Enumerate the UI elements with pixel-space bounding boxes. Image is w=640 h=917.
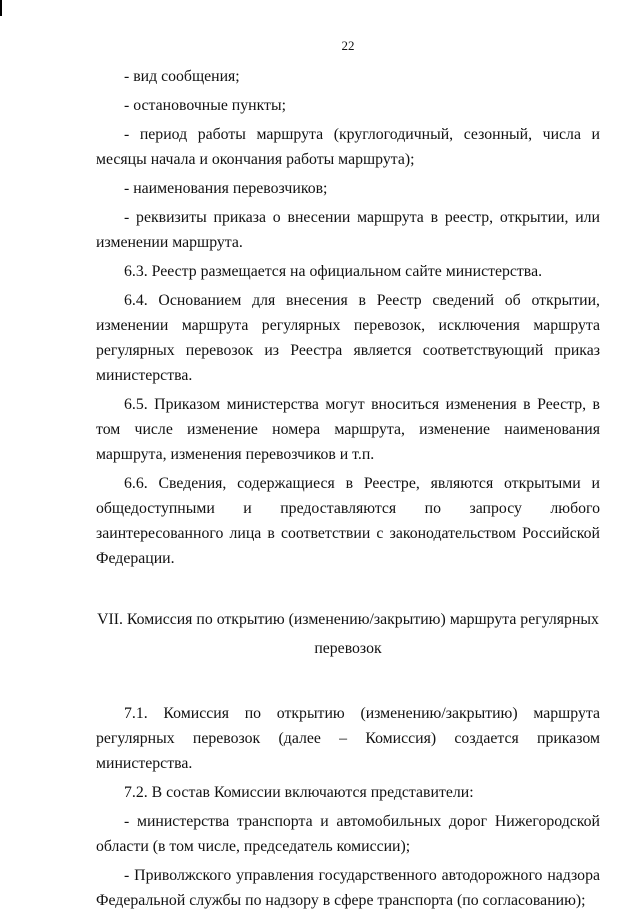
- scan-edge-mark: [0, 0, 2, 16]
- section-heading-line-2: перевозок: [314, 640, 382, 657]
- paragraph-6-6: 6.6. Сведения, содержащиеся в Реестре, являются открытыми и общедоступными и предоставляются по запросу любого заинтересованного лица в соответствии с законодательством Российской Федерации.: [96, 475, 600, 567]
- paragraph-order-details: - реквизиты приказа о внесении маршрута в реестр, открытии, или изменении маршрута.: [96, 209, 600, 251]
- section-heading-line-1: VII. Комиссия по открытию (изменению/закрытию) маршрута регулярных: [97, 611, 599, 628]
- document-body: [96, 64, 600, 917]
- paragraph-6-4: 6.4. Основанием для внесения в Реестр сведений об открытии, изменении маршрута регулярных перевозок, исключения маршрута регулярных перевозок из Реестра является соответствующий приказ министерства.: [96, 292, 600, 384]
- paragraph-ministry-member: - министерства транспорта и автомобильных дорог Нижегородской области (в том числе, председатель комиссии);: [96, 813, 600, 855]
- paragraph-7-1: 7.1. Комиссия по открытию (изменению/закрытию) маршрута регулярных перевозок (далее – Комиссия) создается приказом министерства.: [96, 705, 600, 772]
- paragraph-6-5: 6.5. Приказом министерства могут вноситься изменения в Реестр, в том числе изменение номера маршрута, изменение наименования маршрута, изменения перевозчиков и т.п.: [96, 396, 600, 463]
- paragraph-route-period: - период работы маршрута (круглогодичный, сезонный, числа и месяцы начала и окончания работы маршрута);: [96, 126, 600, 168]
- paragraph-carrier-names: - наименования перевозчиков;: [124, 180, 328, 197]
- paragraph-volga-directorate-member: - Приволжского управления государственного автодорожного надзора Федеральной службы по надзору в сфере транспорта (по согласованию);: [96, 867, 600, 909]
- paragraph-route-message-type: - вид сообщения;: [124, 68, 240, 85]
- section-heading-vii: [96, 607, 600, 661]
- paragraph-6-3: 6.3. Реестр размещается на официальном сайте министерства.: [124, 263, 543, 280]
- paragraph-stops: - остановочные пункты;: [124, 97, 286, 114]
- paragraph-7-2: 7.2. В состав Комиссии включаются представители:: [124, 784, 474, 801]
- page-number: 22: [341, 38, 355, 53]
